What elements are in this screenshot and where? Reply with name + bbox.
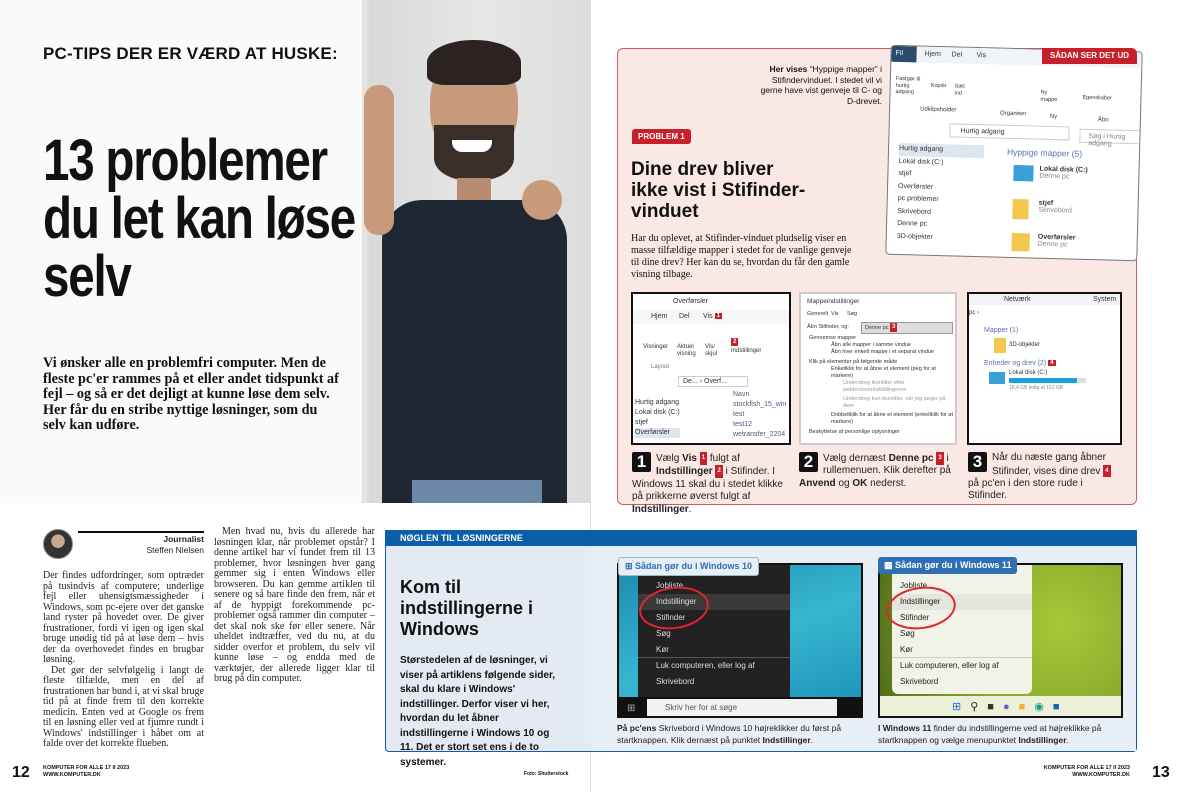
step1-screenshot	[631, 292, 791, 445]
taskbar-search[interactable]: Skriv her for at søge	[647, 699, 837, 718]
note-text: “Hyppige mapper” i Stifindervinduet. I stedet vil vi gerne have vist genveje til C- og D-drevet.	[760, 64, 882, 106]
start-button[interactable]: ⊞	[627, 703, 636, 714]
body-paragraph: Der findes udfordringer, som optræder på tusindvis af computere; underlige fejl eller uhensigtsmæssigheder i Windows, som pc-ejere over det ganske land ryster på hovedet over. De giver frustrationer, fordi vi igen og igen skal bruge unødig tid på at løse dem – hvis der da overhovedet findes en brugbar løsning.	[43, 570, 204, 665]
step2-screenshot	[799, 292, 957, 445]
problem-title: Dine drev bliver ikke vist i Stifinder-vinduet	[631, 159, 806, 222]
nav-item[interactable]: Overførsler	[635, 428, 680, 438]
current-view-button[interactable]: Aktuel visning	[677, 344, 696, 357]
menu-item[interactable]: Skrivebord	[656, 677, 695, 686]
radio-option[interactable]: Åbn alle mapper i samme vindue	[831, 342, 912, 348]
menu-item[interactable]: Stifinder	[900, 613, 930, 622]
menu-item[interactable]: Stifinder	[656, 613, 686, 622]
search-box[interactable]: Søg i Hurtig adgang	[1079, 129, 1142, 145]
tab-view[interactable]: Vis	[976, 51, 987, 60]
photo-credit: Foto: Shutterstock	[524, 771, 569, 777]
address-bar[interactable]: De... › Overf...	[678, 376, 748, 387]
key-box-label: NØGLEN TIL LØSNINGERNE	[400, 533, 523, 543]
tab-general[interactable]: Generelt	[807, 311, 829, 317]
task-view-icon[interactable]: ■	[987, 701, 1003, 713]
step-1: 1 Vælg Vis 1 fulgt af Indstillinger 2 i Stifinder. I Windows 11 skal du i stedet klikke på prikkerne øverst fulgt af Indstillinger.	[632, 452, 783, 515]
menu-item[interactable]: Kør	[638, 642, 790, 658]
file-item[interactable]: wetransfer_2204	[733, 431, 786, 438]
ribbon-new-folder[interactable]: Ny mappe	[1040, 89, 1058, 103]
group-organize: Organiser	[999, 110, 1027, 118]
column-name[interactable]: Navn	[733, 391, 750, 398]
file-list	[733, 390, 786, 440]
ribbon-paste[interactable]: Sæt ind	[954, 83, 965, 97]
menu-item[interactable]: Kør	[892, 642, 1032, 658]
explorer-screenshot	[885, 45, 1142, 262]
store-icon[interactable]: ■	[1052, 701, 1069, 713]
folder-item[interactable]: stjef Skrivebord	[1012, 199, 1087, 235]
explorer-icon[interactable]: ■	[1018, 701, 1035, 713]
menu-item[interactable]: Søg	[900, 629, 915, 638]
folder-icon	[1012, 199, 1029, 219]
chat-icon[interactable]: ●	[1002, 701, 1019, 713]
windows10-tag: ⊞ Sådan gør du i Windows 10	[618, 557, 759, 576]
tab-search[interactable]: Søg	[847, 311, 858, 317]
radio-option[interactable]: Understreg ikontitler efter webbrowserindstillingerne	[843, 380, 907, 393]
kicker: PC-TIPS DER ER VÆRD AT HUSKE:	[43, 44, 338, 63]
ribbon-copy[interactable]: Kopiér	[930, 82, 947, 90]
menu-item[interactable]: Skrivebord	[900, 677, 939, 686]
nav-item[interactable]: Overførsler	[898, 182, 934, 191]
menu-item[interactable]: Jobliste	[656, 581, 684, 590]
folder-icon	[994, 338, 1006, 353]
menu-item[interactable]: Søg	[656, 629, 671, 638]
body-paragraph: Det gør der selvfølgelig i langt de fleste tilfælde, men en del af frustrationen har bund i, at vi skal bruge tid på at finde frem til den korrekte medicin. Enten ved at Google os frem til en løsning eller ved at fjumre rundt i Windows' indstillinger i håbet om at falde over det korrekte flueben.	[43, 664, 204, 749]
menu-item[interactable]: Luk computeren, eller log af	[900, 661, 999, 670]
privacy-group: Beskyttelse af personlige oplysninger	[809, 429, 900, 435]
key-box-text: Størstedelen af de løsninger, vi viser på artiklens følgende sider, skal du klare i Windows' indstillinger. Derfor viser vi her, hvordan du let åbner indstillingerne i Windows 10 og 11. Det er stort set ens i de to systemer.	[400, 655, 556, 768]
corner-label: SÅDAN SER DET UD	[1042, 48, 1137, 64]
windows10-caption: På pc'ens Skrivebord i Windows 10 højreklikker du først på startknappen. Klik dernæst på punktet Indstillinger.	[617, 723, 842, 745]
menu-item[interactable]: Jobliste	[900, 581, 928, 590]
edge-icon[interactable]: ◉	[1034, 701, 1053, 713]
nav-item[interactable]: stjef	[898, 169, 912, 178]
windows11-tag: ▦ Sådan gør du i Windows 11	[878, 557, 1017, 574]
step-number: 2	[799, 452, 818, 472]
folder-item[interactable]: Lokal disk (C:) Denne pc	[1013, 165, 1088, 201]
footer-url: WWW.KOMPUTER.DK	[43, 772, 101, 778]
group-clipboard: Udklipsholder	[920, 106, 957, 114]
drive-usage-bar	[1009, 378, 1086, 383]
options-list: Gennemse mapper Åbn alle mapper i samme vindue Åbn hver enkelt mappe i et separat vindue Klik på elementer på følgende måde Enkeltklik for at åbne et element (peg for at markere) Understreg ikontitler efter webbrowserindstillingerne Understreg kun ikontitler, når jeg peger på dem Dobbeltklik for at åbne et element (enkeltklik for at markere) Beskyttelse af personlige oplysninger	[809, 335, 953, 435]
author-avatar	[43, 529, 73, 559]
footer-magazine-right: KOMPUTER FOR ALLE 17 II 2023	[1043, 765, 1130, 771]
file-item[interactable]: test	[733, 411, 745, 418]
tab-home[interactable]: Hjem	[651, 313, 668, 320]
note-bold: Her vises	[769, 64, 808, 74]
radio-option[interactable]: Dobbeltklik for at åbne et element (enkeltklik for at markere)	[831, 412, 953, 425]
search-icon[interactable]: ⚲	[970, 701, 988, 713]
menu-item-settings[interactable]: Indstillinger	[892, 594, 1032, 610]
author-name: Steffen Nielsen	[146, 545, 204, 555]
views-button[interactable]: Visninger	[643, 344, 668, 350]
dialog-title: Mappeindstillinger	[807, 298, 860, 305]
group-layout: Layout	[651, 364, 670, 370]
author-role: Journalist	[163, 534, 204, 544]
windows10-screenshot	[617, 563, 863, 718]
author-box	[43, 527, 204, 571]
section-drives: Enheder og drev (2) 4	[984, 360, 1054, 367]
nav-item[interactable]: Skrivebord	[897, 207, 931, 216]
menu-item[interactable]: Luk computeren, eller log af	[656, 661, 755, 670]
tab-share[interactable]: Del	[679, 313, 690, 320]
drive-c[interactable]: Lokal disk (C:)	[1009, 370, 1048, 376]
step-number: 1	[632, 452, 651, 472]
tab-share[interactable]: Del	[951, 51, 963, 59]
drive-free: 18,4 GB ledig af 151 GB	[1009, 385, 1064, 391]
nav-item[interactable]: stjef	[635, 419, 648, 426]
drive-icon	[1013, 165, 1033, 182]
nav-item[interactable]: pc problemer	[897, 194, 939, 204]
step-3: 3 Når du næste gang åbner Stifinder, vises dine drev 4 på pc'en i den store rude i Stifinder.	[968, 452, 1109, 502]
body-paragraph: Men hvad nu, hvis du allerede har løsningen klar, når problemet opstår? I denne artikel har vi fundet frem til 13 problemer, hvor løsningen hver gang gemmer sig i enten Windows eller browseren. Du kan gemme artiklen til senere og så bare finde den frem, når et af de hyppigt forekommende pc-problemer også rammer din computer – det skal nok ske før eller senere. Når uheldet indtræffer, ved du nu, at du sidder overfor et problem, du selv vil kunne løse – og endda med de værktøjer, der allerede ligger klar til brug på din computer.	[214, 526, 375, 684]
open-select[interactable]: Denne pc 3	[861, 322, 953, 334]
step3-screenshot	[967, 292, 1122, 445]
tab-home[interactable]: Hjem	[924, 50, 941, 59]
radio-option[interactable]: Åbn hver enkelt mappe i et separat vindue	[831, 349, 935, 355]
ribbon-pin[interactable]: Fastgør til hurtig adgang	[895, 75, 921, 96]
show-hide-button[interactable]: Vis/ skjul	[705, 344, 718, 357]
nav-item[interactable]: Hurtig adgang	[635, 399, 679, 406]
nav-item[interactable]: 3D-objekter	[896, 232, 934, 241]
step-2: 2 Vælg dernæst Denne pc 3 i rullemenuen. Klik derefter på Anvend og OK nederst.	[799, 452, 951, 489]
footer-magazine: KOMPUTER FOR ALLE 17 II 2023	[43, 765, 130, 771]
page-title: 13 problemer du let kan løse selv	[43, 128, 355, 309]
windows11-caption: I Windows 11 finder du indstillingerne ved at højreklikke på startknappen og vælge menupunktet Indstillinger.	[878, 723, 1102, 745]
nav-pane	[635, 398, 680, 438]
page-number-left: 12	[12, 764, 30, 781]
screenshot-note	[760, 64, 882, 106]
address-bar[interactable]: Hurtig adgang	[949, 123, 1069, 140]
download-folder-icon	[1011, 233, 1029, 251]
frequent-items	[1011, 165, 1088, 261]
tab-file[interactable]: Fil	[891, 46, 916, 63]
problem-badge: PROBLEM 1	[632, 129, 691, 144]
key-box-title: Kom til indstillingerne i Windows	[400, 577, 534, 639]
lead-paragraph: Vi ønsker alle en problemfri computer. Men de fleste pc'er rammes på et eller andet tidspunkt af fejl – og så er det dejligt at kunne løse dem selv. Her får du en stribe nyttige løsninger, som du selv kan udføre.	[43, 355, 339, 434]
options-button[interactable]: 2 Indstillinger	[731, 339, 762, 354]
taskbar	[880, 696, 1123, 718]
breadcrumb[interactable]: pc ›	[969, 310, 980, 316]
man-photo	[372, 30, 590, 503]
start-icon[interactable]: ⊞	[952, 701, 971, 713]
file-item[interactable]: stockfish_15_win	[733, 401, 787, 408]
group-new: Ny	[1049, 113, 1058, 121]
folder-3d[interactable]: 3D-objekter	[1009, 342, 1041, 348]
tab-view[interactable]: Vis 1	[703, 313, 720, 320]
footer-url-right: WWW.KOMPUTER.DK	[1072, 772, 1130, 778]
column-network[interactable]: Netværk	[1004, 296, 1031, 303]
context-menu	[638, 565, 790, 697]
open-label: Åbn Stifinder, og:	[807, 324, 849, 330]
problem-intro: Har du oplevet, at Stifinder-vinduet pludselig viser en masse tilfældige mapper i stedet for de vanlige genveje til dine drev? Her kan du se, hvordan du får den gamle visning tilbage.	[631, 233, 852, 280]
nav-item[interactable]: Lokal disk (C:)	[635, 409, 680, 416]
page-number-right: 13	[1152, 764, 1170, 781]
radio-option[interactable]: Understreg kun ikontitler, når jeg peger på dem	[843, 396, 946, 409]
window-title: Overførsler	[673, 298, 708, 305]
section-folders: Mapper (1)	[984, 327, 1019, 334]
tab-view[interactable]: Vis	[831, 311, 839, 317]
menu-item-settings[interactable]: Indstillinger	[638, 594, 790, 610]
file-item[interactable]: test12	[733, 421, 753, 428]
step-number: 3	[968, 452, 987, 472]
nav-item[interactable]: Denne pc	[897, 219, 928, 228]
nav-pane	[897, 143, 985, 245]
context-menu	[892, 565, 1032, 694]
nav-item[interactable]: Hurtig adgang	[899, 143, 984, 158]
radio-option[interactable]: Enkeltklik for at åbne et element (peg for at markere)	[831, 366, 936, 379]
nav-item[interactable]: Lokal disk (C:)	[898, 157, 944, 166]
body-columns	[43, 527, 375, 757]
column-system[interactable]: System	[1093, 296, 1117, 303]
drive-icon	[989, 372, 1005, 384]
folder-item[interactable]: Overførsler Denne pc	[1011, 233, 1086, 261]
ribbon-properties[interactable]: Egenskaber	[1082, 94, 1112, 102]
windows11-screenshot	[878, 563, 1123, 718]
section-frequent: Hyppige mapper (5)	[1006, 146, 1083, 159]
group-open: Åbn	[1097, 117, 1109, 124]
